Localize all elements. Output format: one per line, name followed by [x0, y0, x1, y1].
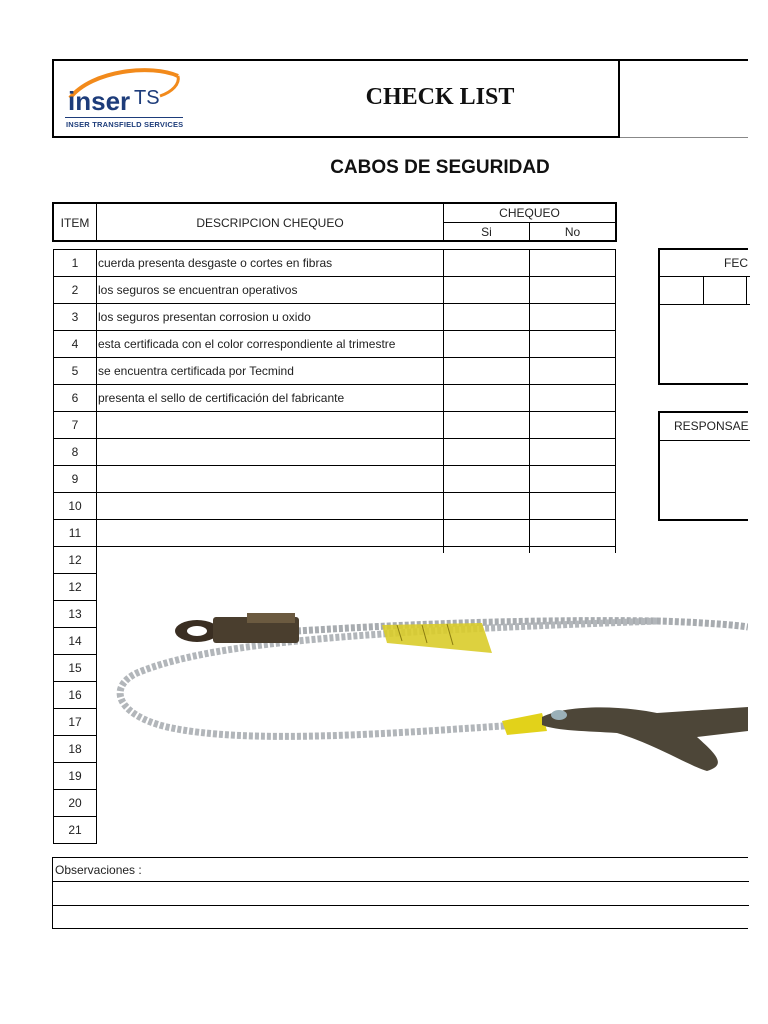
- item-number: 2: [71, 283, 79, 297]
- row-line: [53, 735, 97, 736]
- document-title: CHECK LIST: [365, 84, 515, 110]
- col-border-desc: [443, 249, 444, 553]
- item-number: 12: [68, 553, 82, 567]
- observaciones-line-2: [53, 905, 749, 906]
- item-number: 18: [68, 742, 82, 756]
- logo-text-ts: TS: [134, 87, 160, 109]
- col-no-header: No: [564, 225, 581, 239]
- row-line: [53, 330, 616, 331]
- row-line: [53, 465, 616, 466]
- item-number: 5: [71, 364, 79, 378]
- row-line: [53, 573, 97, 574]
- row-line: [53, 843, 97, 844]
- fecha-box: [658, 248, 748, 385]
- col-desc-header: DESCRIPCION CHEQUEO: [196, 216, 344, 230]
- item-number: 10: [68, 499, 82, 513]
- responsable-label: RESPONSAE: [674, 419, 749, 433]
- item-description: esta certificada con el color correspondiente al trimestre: [98, 337, 396, 351]
- fecha-label: FEC: [724, 256, 748, 270]
- checklist-subtitle: CABOS DE SEGURIDAD: [330, 157, 550, 178]
- row-line: [53, 681, 97, 682]
- row-line: [53, 519, 616, 520]
- item-number: 9: [71, 472, 79, 486]
- col-item-header: ITEM: [60, 216, 90, 230]
- item-description: los seguros presentan corrosion u oxido: [98, 310, 311, 324]
- item-number: 15: [68, 661, 82, 675]
- row-line: [53, 762, 97, 763]
- item-number: 11: [68, 526, 82, 540]
- row-line: [53, 438, 616, 439]
- row-line: [53, 708, 97, 709]
- row-line: [53, 654, 97, 655]
- row-line: [53, 303, 616, 304]
- row-line: [53, 816, 97, 817]
- item-number: 14: [68, 634, 82, 648]
- logo-text-inser: inser: [68, 86, 131, 116]
- col-chequeo-header: CHEQUEO: [499, 206, 560, 220]
- safety-lanyard-image: [97, 555, 748, 850]
- lanyard-photo: [97, 555, 748, 850]
- col-border-no: [615, 249, 616, 553]
- item-number: 8: [71, 445, 79, 459]
- item-number: 7: [71, 418, 79, 432]
- responsable-divider: [660, 440, 750, 441]
- observaciones-label: Observaciones :: [55, 863, 142, 877]
- row-line: [53, 276, 616, 277]
- logo-caption: INSER TRANSFIELD SERVICES: [66, 120, 184, 129]
- row-line: [53, 789, 97, 790]
- item-number: 6: [71, 391, 79, 405]
- fecha-cell-divider-1: [703, 276, 704, 304]
- fecha-divider-bottom: [660, 304, 750, 305]
- row-line: [53, 384, 616, 385]
- row-line: [53, 600, 97, 601]
- col-border-si: [529, 249, 530, 553]
- item-number: 3: [71, 310, 79, 324]
- item-number: 21: [68, 823, 82, 837]
- fecha-divider-top: [660, 276, 750, 277]
- observaciones-line-1: [53, 881, 749, 882]
- row-line: [53, 249, 616, 250]
- item-number: 12: [68, 580, 82, 594]
- item-number: 4: [71, 337, 79, 351]
- item-description: cuerda presenta desgaste o cortes en fibras: [98, 256, 333, 270]
- row-line: [53, 357, 616, 358]
- row-line: [53, 411, 616, 412]
- col-si-header: Si: [481, 225, 492, 239]
- item-number: 20: [68, 796, 82, 810]
- row-line: [53, 546, 616, 547]
- item-number: 1: [71, 256, 79, 270]
- responsable-box: [658, 411, 748, 521]
- row-line: [53, 492, 616, 493]
- item-number: 16: [68, 688, 82, 702]
- item-number: 13: [68, 607, 82, 621]
- observaciones-box: [52, 857, 748, 929]
- item-description: presenta el sello de certificación del fabricante: [98, 391, 345, 405]
- item-description: los seguros se encuentran operativos: [98, 283, 298, 297]
- item-number: 17: [68, 715, 82, 729]
- fecha-cell-divider-2: [746, 276, 747, 304]
- item-description: se encuentra certificada por Tecmind: [98, 364, 294, 378]
- item-number: 19: [68, 769, 82, 783]
- row-line: [53, 627, 97, 628]
